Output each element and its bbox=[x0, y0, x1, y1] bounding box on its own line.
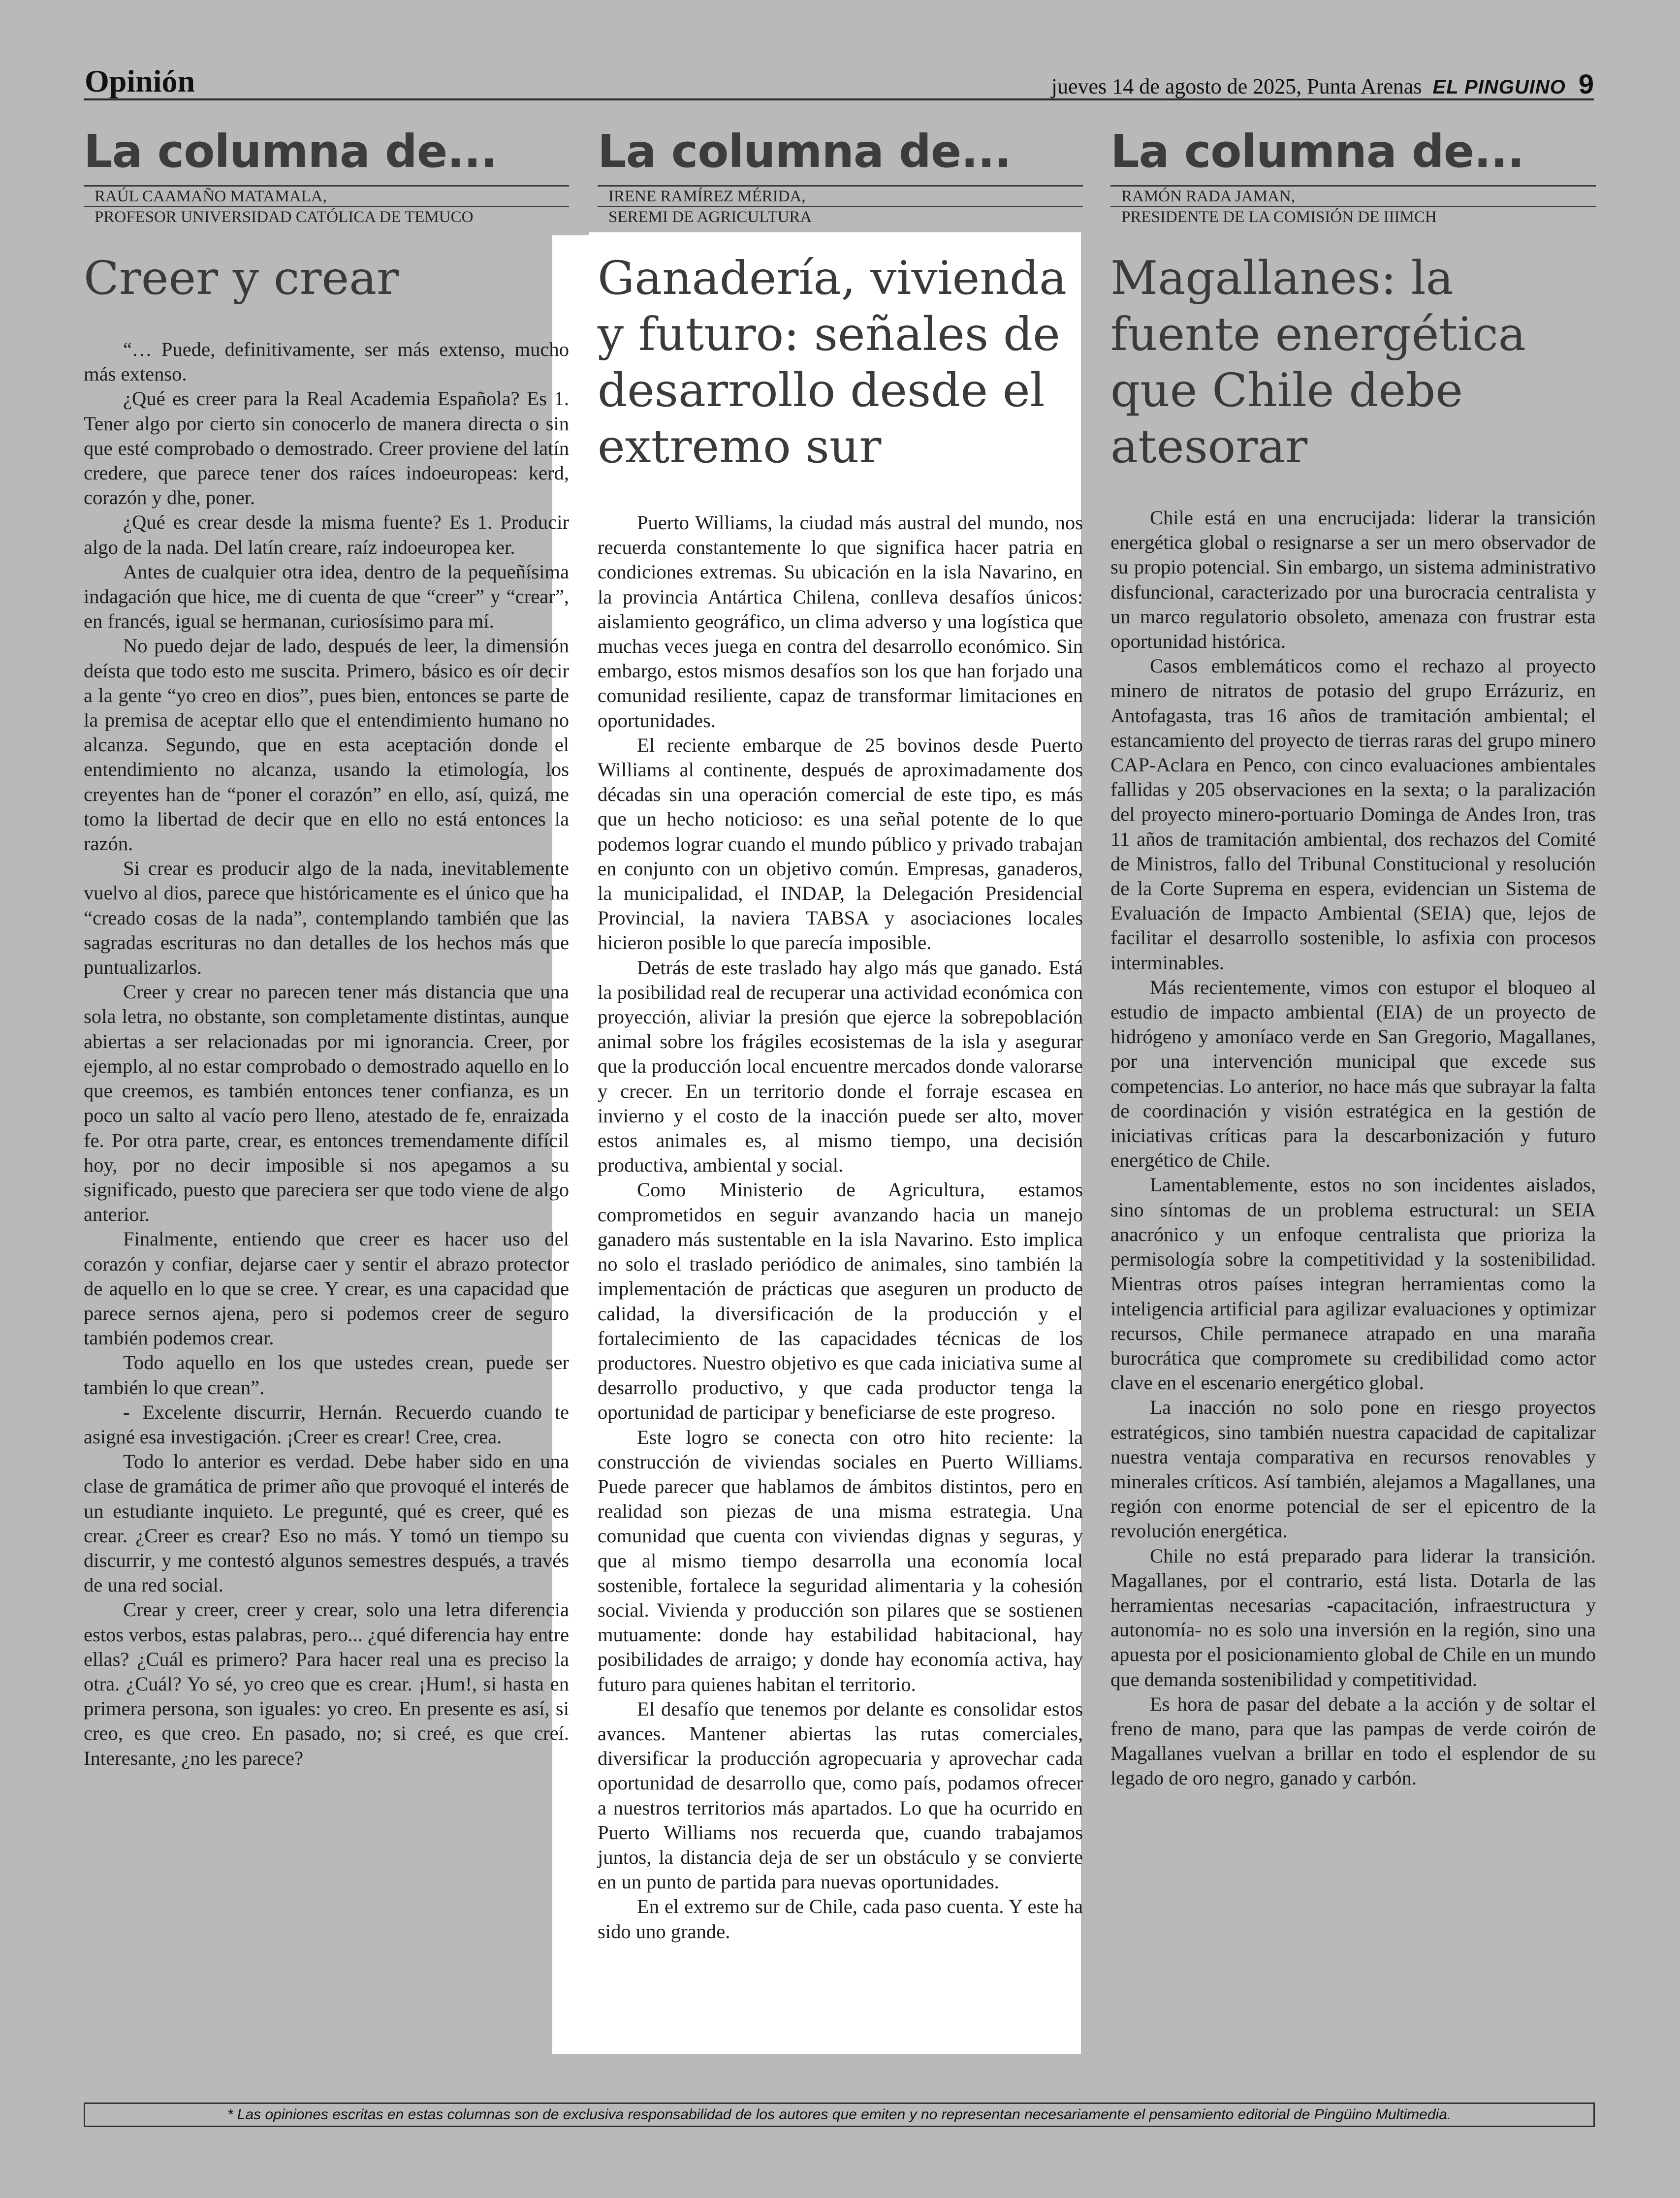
article-headline: Magallanes: la fuente energética que Chile debe atesorar bbox=[1110, 252, 1526, 474]
article-paragraph: Chile no está preparado para liderar la transición. Magallanes, por el contrario, está lista. Dotarla de las herramientas necesarias -capacitación, infraestructura y autonomía- no es solo una inversión en la región, sino una apuesta por el posicionamiento global de Chile en un mundo que demanda sostenibilidad y competitividad. bbox=[1110, 1544, 1596, 1690]
article-body bbox=[1110, 506, 1596, 1791]
article-paragraph: Finalmente, entiendo que creer es hacer uso del corazón y confiar, dejarse caer y sentir el abrazo protector de aquello en lo que se cree. Y crear, es una capacidad que parece sernos ajena, pero si podemos creer de seguro también podemos crear. bbox=[84, 1228, 569, 1349]
article-paragraph: Es hora de pasar del debate a la acción y de soltar el freno de mano, para que las pampas de verde coirón de Magallanes vuelvan a brillar en todo el esplendor de su legado de oro negro, ganado y carbón. bbox=[1110, 1692, 1596, 1789]
article-paragraph: Más recientemente, vimos con estupor el bloqueo al estudio de impacto ambiental (EIA) de un proyecto de hidrógeno y amoníaco verde en San Gregorio, Magallanes, por una intervención municipal que excede sus competencias. Lo anterior, no hace más que subrayar la falta de coordinación y visión estratégica en la gestión de iniciativas críticas para la descarbonización y futuro energético de Chile. bbox=[1110, 976, 1596, 1172]
article-paragraph: ¿Qué es crear desde la misma fuente? Es 1. Producir algo de la nada. Del latín creare, raíz indoeuropea ker. bbox=[84, 511, 569, 558]
section-name: Opinión bbox=[85, 64, 195, 98]
column-kicker: La columna de... bbox=[1110, 129, 1596, 187]
article-paragraph: Lamentablemente, estos no son incidentes aislados, sino síntomas de un problema estructural: un SEIA anacrónico y un enfoque centralista que prioriza la permisología sobre la competitividad y la sostenibilidad. Mientras otros países integran herramientas como la inteligencia artificial para agilizar evaluaciones y optimizar recursos, Chile permanece atrapado en una maraña burocrática que compromete su credibilidad como actor clave en el escenario energético global. bbox=[1110, 1174, 1596, 1394]
article-paragraph: Como Ministerio de Agricultura, estamos comprometidos en seguir avanzando hacia un manejo ganadero más sustentable en la isla Navarino. Esto implica no solo el traslado periódico de animales, sino también la implementación de prácticas que aseguren un producto de calidad, la diversificación de la producción y el fortalecimiento de las capacidades técnicas de los productores. Nuestro objetivo es que cada iniciativa sume al desarrollo productivo, y que cada productor tenga la oportunidad de participar y beneficiarse de este progreso. bbox=[598, 1179, 1083, 1424]
article-paragraph: Chile está en una encrucijada: liderar la transición energética global o resignarse a ser un mero observador de su propio potencial. Sin embargo, un sistema administrativo disfuncional, caracterizado por una burocracia centralista y un marco regulatorio obsoleto, amenaza con frustrar esta oportunidad histórica. bbox=[1110, 507, 1596, 653]
article-body bbox=[84, 337, 569, 1771]
article-body bbox=[598, 510, 1083, 1944]
newspaper-logo: EL PINGUINO bbox=[1432, 76, 1566, 98]
article-paragraph: Creer y crear no parecen tener más distancia que una sola letra, no obstante, son completamente distintas, aunque abiertas a ser relacionadas por mi ignorancia. Creer, por ejemplo, al no estar comprobado o demostrado aquello en lo que creemos, es también entonces tener confianza, es un poco un salto al vacío pero lleno, atestado de fe, enraizada fe. Por otra parte, crear, es entonces tremendamente difícil hoy, por no decir imposible si nos apegamos a su significado, puesto que pareciera ser que todo viene de algo anterior. bbox=[84, 981, 569, 1226]
column-right bbox=[1110, 125, 1596, 1791]
article-paragraph: En el extremo sur de Chile, cada paso cuenta. Y este ha sido uno grande. bbox=[598, 1895, 1083, 1943]
column-center bbox=[598, 125, 1083, 1944]
author-role: PRESIDENTE DE LA COMISIÓN DE IIIMCH bbox=[1121, 208, 1437, 226]
article-paragraph: Si crear es producir algo de la nada, inevitablemente vuelvo al dios, parece que históricamente es el único que ha “creado cosas de la nada”, contemplando también que las sagradas escrituras no dan detalles de los hechos más que puntualizarlos. bbox=[84, 857, 569, 979]
disclaimer-text: * Las opiniones escritas en estas columnas son de exclusiva responsabilidad de los autores que emiten y no representan necesariamente el pensamiento editorial de Pingüino Multimedia. bbox=[227, 2106, 1452, 2123]
article-paragraph: ¿Qué es creer para la Real Academia Española? Es 1. Tener algo por cierto sin conocerlo de manera directa o sin que esté comprobado o demostrado. Creer proviene del latín credere, que parece tener dos raíces indoeuropeas: kerd, corazón y dhe, poner. bbox=[84, 387, 569, 509]
author-role: PROFESOR UNIVERSIDAD CATÓLICA DE TEMUCO bbox=[95, 208, 474, 226]
article-paragraph: El reciente embarque de 25 bovinos desde Puerto Williams al continente, después de aproximadamente dos décadas sin una operación comercial de este tipo, es más que un hecho noticioso: es una señal potente de lo que podemos lograr cuando el mundo público y privado trabajan en conjunto con un objetivo común. Empresas, ganaderos, la municipalidad, el INDAP, la Delegación Presidencial Provincial, la naviera TABSA y asociaciones locales hicieron posible lo que parecía imposible. bbox=[598, 733, 1083, 954]
article-paragraph: Casos emblemáticos como el rechazo al proyecto minero de nitratos de potasio del grupo Errázuriz, en Antofagasta, tras 16 años de tramitación ambiental; el estancamiento del proyecto de tierras raras del grupo minero CAP-Aclara en Penco, con cinco evaluaciones ambientales fallidas y 205 observaciones en la sexta; o la paralización del proyecto minero-portuario Dominga de Andes Iron, tras 11 años de tramitación ambiental, dos rechazos del Comité de Ministros, fallo del Tribunal Constitucional y resolución de la Corte Suprema en espera, evidencian un Sistema de Evaluación de Impacto Ambiental (SEIA) que, lejos de facilitar el desarrollo sostenible, lo asfixia con procesos interminables. bbox=[1110, 655, 1596, 974]
article-paragraph: No puedo dejar de lado, después de leer, la dimensión deísta que todo esto me suscita. Primero, básico es oír decir a la gente “yo creo en dios”, pues bien, entonces se parte de la premisa de aceptar ello que el entendimiento humano no alcanza. Segundo, que en esta aceptación donde el entendimiento no alcanza, usando la etimología, los creyentes han de “poner el corazón” en ello, así, quizá, me tomo la libertad de decir que en ello no está entonces la razón. bbox=[84, 635, 569, 855]
article-paragraph: La inacción no solo pone en riesgo proyectos estratégicos, sino también nuestra capacidad de capitalizar nuestra ventaja comparativa en recursos renovables y minerales críticos. Así también, alejamos a Magallanes, una región con enorme potencial de ser el epicentro de la revolución energética. bbox=[1110, 1396, 1596, 1542]
article-paragraph: El desafío que tenemos por delante es consolidar estos avances. Mantener abiertas las rutas comerciales, diversificar la producción agropecuaria y aprovechar cada oportunidad de desarrollo que, como país, podamos ofrecer a nuestros territorios más apartados. Lo que ha ocurrido en Puerto Williams nos recuerda que, cuando trabajamos juntos, la distancia deja de ser un obstáculo y se convierte en un punto de partida para nuevas oportunidades. bbox=[598, 1697, 1083, 1893]
article-paragraph: Crear y creer, creer y crear, solo una letra diferencia estos verbos, estas palabras, pero... ¿qué diferencia hay entre ellas? ¿Cuál es primero? Para hacer real una es preciso la otra. ¿Cuál? Yo sé, yo creo que es crear. ¡Hum!, si hasta en primera persona, son iguales: yo creo. En presente es así, si creo, es que creo. En pasado, no; si creé, es que creí. Interesante, ¿no les parece? bbox=[84, 1598, 569, 1769]
article-paragraph: Todo aquello en los que ustedes crean, puede ser también lo que crean”. bbox=[84, 1351, 569, 1399]
date-place: jueves 14 de agosto de 2025, Punta Arenas bbox=[1051, 74, 1422, 98]
article-paragraph: Puerto Williams, la ciudad más austral del mundo, nos recuerda constantemente lo que significa hacer patria en condiciones extremas. Su ubicación en la isla Navarino, en la provincia Antártica Chilena, conlleva desafíos únicos: aislamiento geográfico, un clima adverso y una logística que muchas veces juega en contra del desarrollo económico. Sin embargo, estos mismos desafíos son los que han forjado una comunidad resiliente, capaz de transformar limitaciones en oportunidades. bbox=[598, 511, 1083, 732]
article-headline: Ganadería, vivienda y futuro: señales de desarrollo desde el extremo sur bbox=[598, 252, 1067, 474]
page-number: 9 bbox=[1578, 68, 1594, 99]
article-paragraph: Este logro se conecta con otro hito reciente: la construcción de viviendas sociales en Puerto Williams. Puede parecer que hablamos de ámbitos distintos, pero en realidad son piezas de una misma estrategia. Una comunidad que cuenta con viviendas dignas y seguras, y que al mismo tiempo desarrolla una economía local sostenible, fortalece la seguridad alimentaria y la cohesión social. Vivienda y producción son pilares que se sostienen mutuamente: donde hay estabilidad habitacional, hay posibilidades de arraigo; y donde hay economía activa, hay futuro para quienes habitan el territorio. bbox=[598, 1426, 1083, 1695]
author-role: SEREMI DE AGRICULTURA bbox=[608, 208, 812, 226]
column-left bbox=[84, 125, 569, 1771]
column-kicker: La columna de... bbox=[84, 129, 569, 187]
article-paragraph: Detrás de este traslado hay algo más que ganado. Está la posibilidad real de recuperar una actividad económica con proyección, aliviar la presión que ejerce la sobrepoblación animal sobre los frágiles ecosistemas de la isla y asegurar que la producción local encuentre mercados donde valorarse y crecer. En un territorio donde el forraje escasea en invierno y el costo de la inacción puede ser alto, mover estos animales es, al mismo tiempo, una decisión productiva, ambiental y social. bbox=[598, 956, 1083, 1177]
disclaimer-box bbox=[84, 2102, 1595, 2127]
author-name: RAMÓN RADA JAMAN, bbox=[1110, 187, 1596, 207]
author-name: IRENE RAMÍREZ MÉRIDA, bbox=[598, 187, 1083, 207]
author-name: RAÚL CAAMAÑO MATAMALA, bbox=[84, 187, 569, 207]
page-header bbox=[84, 63, 1594, 100]
article-headline: Creer y crear bbox=[84, 252, 399, 305]
article-paragraph: Todo lo anterior es verdad. Debe haber sido en una clase de gramática de primer año que provoqué el interés de un estudiante inquieto. Le pregunté, qué es creer, qué es crear. ¿Creer es crear? Eso no más. Y tomó un tiempo su discurrir, y me contestó algunos semestres después, a través de una red social. bbox=[84, 1450, 569, 1596]
article-paragraph: “… Puede, definitivamente, ser más extenso, mucho más extenso. bbox=[84, 338, 569, 385]
article-paragraph: - Excelente discurrir, Hernán. Recuerdo cuando te asigné esa investigación. ¡Creer es crear! Cree, crea. bbox=[84, 1401, 569, 1448]
article-paragraph: Antes de cualquier otra idea, dentro de la pequeñísima indagación que hice, me di cuenta de que “creer” y “crear”, en francés, igual se hermanan, curiosísimo para mí. bbox=[84, 560, 569, 633]
column-kicker: La columna de... bbox=[598, 129, 1083, 187]
header-meta bbox=[1051, 68, 1594, 100]
